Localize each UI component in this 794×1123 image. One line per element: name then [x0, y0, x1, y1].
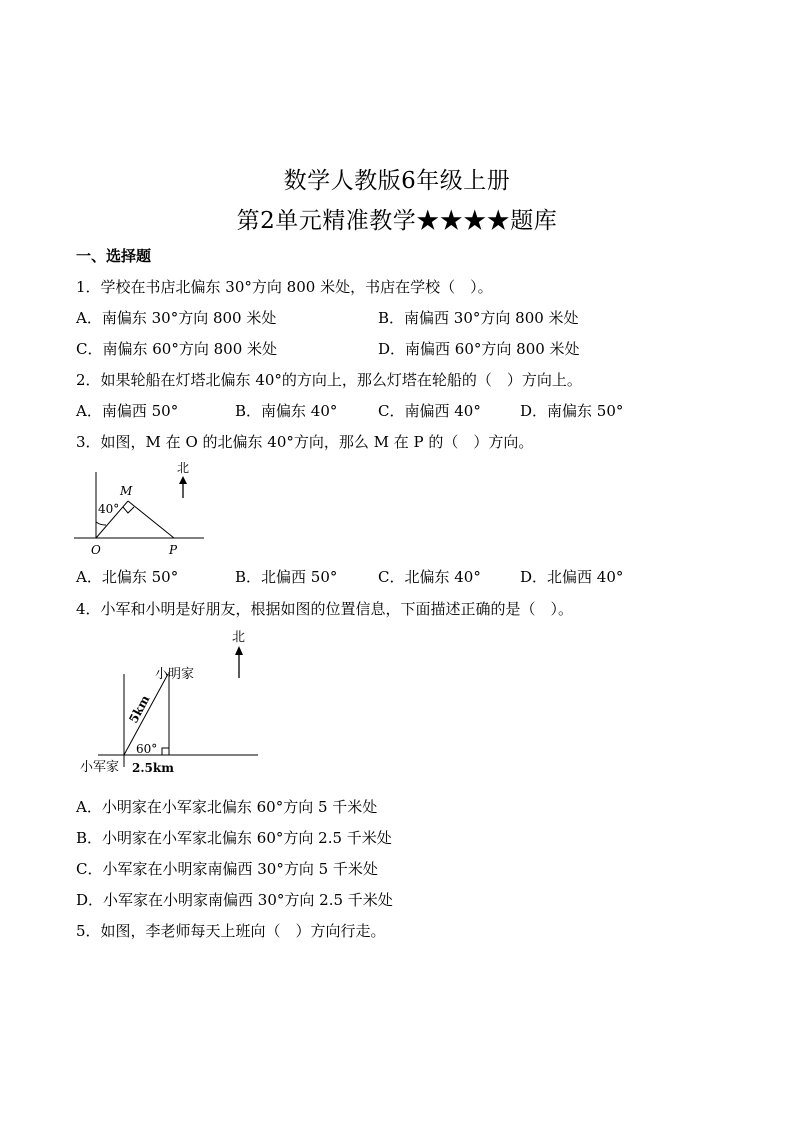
figure-3-north-label: 北	[177, 461, 190, 475]
figure-4-xiaoming-label: 小明家	[155, 667, 195, 682]
figure-3-angle-arc	[96, 522, 106, 525]
figure-4-base-label: 2.5km	[132, 761, 174, 775]
question-5-stem: 5．如图，李老师每天上班向（ ）方向行走。	[76, 922, 386, 940]
question-3-option-c: C．北偏东 40°	[378, 568, 481, 586]
figure-4-north-label: 北	[232, 630, 246, 645]
page-title: 数学人教版6年级上册	[283, 168, 511, 194]
question-3-option-b: B．北偏西 50°	[235, 568, 338, 586]
figure-4-xiaojun-label: 小军家	[80, 760, 120, 775]
figure-4-right-angle-mark	[162, 748, 169, 755]
question-2-option-d: D．南偏东 50°	[520, 402, 624, 420]
question-1-option-a: A．南偏东 30°方向 800 米处	[76, 309, 277, 327]
page-subtitle: 第2单元精准教学★★★★题库	[236, 208, 558, 234]
question-4-option-b: B．小明家在小军家北偏东 60°方向 2.5 千米处	[76, 829, 392, 847]
figure-3-point-o: O	[91, 543, 101, 557]
figure-3-angle-label: 40°	[98, 502, 120, 516]
question-2-option-b: B．南偏东 40°	[235, 402, 338, 420]
question-1-option-d: D．南偏西 60°方向 800 米处	[378, 340, 580, 358]
question-3-option-d: D．北偏西 40°	[520, 568, 624, 586]
north-arrow-icon	[179, 476, 187, 484]
figure-3-point-m: M	[120, 484, 133, 498]
figure-3-point-p: P	[169, 543, 178, 557]
question-2-option-c: C．南偏西 40°	[378, 402, 481, 420]
question-4-stem: 4．小军和小明是好朋友，根据如图的位置信息，下面描述正确的是（ ）。	[76, 600, 574, 618]
question-1-stem: 1．学校在书店北偏东 30°方向 800 米处，书店在学校（ ）。	[76, 278, 493, 296]
question-3-figure	[70, 458, 220, 560]
question-3-option-a: A．北偏东 50°	[76, 568, 179, 586]
north-arrow-icon	[235, 646, 243, 655]
figure-4-hyp-label: 5km	[126, 692, 153, 726]
question-2-stem: 2．如果轮船在灯塔北偏东 40°的方向上，那么灯塔在轮船的（ ）方向上。	[76, 371, 582, 389]
figure-3-right-angle-mark	[123, 507, 134, 513]
figure-3-segment-mp	[128, 501, 174, 538]
question-1-option-c: C．南偏东 60°方向 800 米处	[76, 340, 277, 358]
section-heading: 一、选择题	[76, 247, 152, 265]
question-1-option-b: B．南偏西 30°方向 800 米处	[378, 309, 579, 327]
question-4-option-d: D．小军家在小明家南偏西 30°方向 2.5 千米处	[76, 891, 393, 909]
question-4-option-c: C．小军家在小明家南偏西 30°方向 5 千米处	[76, 860, 378, 878]
figure-4-angle-label: 60°	[136, 742, 158, 756]
question-4-figure	[76, 626, 266, 776]
question-3-stem: 3．如图，M 在 O 的北偏东 40°方向，那么 M 在 P 的（ ）方向。	[76, 433, 534, 451]
question-4-option-a: A．小明家在小军家北偏东 60°方向 5 千米处	[76, 798, 378, 816]
question-2-option-a: A．南偏西 50°	[76, 402, 179, 420]
